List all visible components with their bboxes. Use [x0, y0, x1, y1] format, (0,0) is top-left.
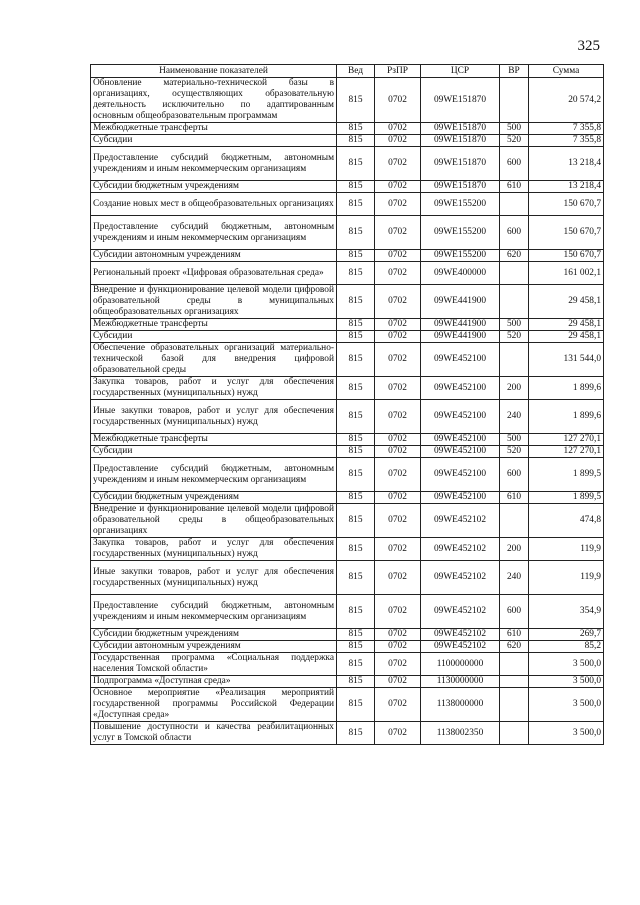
row-ved: 815 — [337, 343, 375, 377]
row-vr: 200 — [500, 377, 529, 400]
row-ved: 815 — [337, 250, 375, 262]
row-name: Иные закупки товаров, работ и услуг для обеспечения государственных (муниципальных) нужд — [91, 561, 337, 595]
row-rzpr: 0702 — [375, 676, 421, 688]
row-ved: 815 — [337, 135, 375, 147]
row-sum: 474,8 — [529, 504, 604, 538]
row-vr: 600 — [500, 458, 529, 492]
row-rzpr: 0702 — [375, 458, 421, 492]
row-ved: 815 — [337, 123, 375, 135]
row-rzpr: 0702 — [375, 343, 421, 377]
row-rzpr: 0702 — [375, 123, 421, 135]
row-name: Подпрограмма «Доступная среда» — [91, 676, 337, 688]
row-sum: 7 355,8 — [529, 123, 604, 135]
row-rzpr: 0702 — [375, 492, 421, 504]
row-sum: 269,7 — [529, 629, 604, 641]
row-sum: 29 458,1 — [529, 319, 604, 331]
table-row — [91, 147, 604, 181]
row-sum: 131 544,0 — [529, 343, 604, 377]
row-ved: 815 — [337, 676, 375, 688]
row-ved: 815 — [337, 193, 375, 216]
row-csr: 09WE452102 — [421, 504, 500, 538]
table-row — [91, 492, 604, 504]
table-row — [91, 688, 604, 722]
row-name: Межбюджетные трансферты — [91, 319, 337, 331]
row-sum: 3 500,0 — [529, 688, 604, 722]
row-sum: 127 270,1 — [529, 446, 604, 458]
row-rzpr: 0702 — [375, 434, 421, 446]
header-csr: ЦСР — [421, 65, 500, 78]
row-csr: 1100000000 — [421, 653, 500, 676]
row-name: Предоставление субсидий бюджетным, автономным учреждениям и иным некоммерческим организациям — [91, 458, 337, 492]
row-sum: 20 574,2 — [529, 78, 604, 123]
row-sum: 150 670,7 — [529, 250, 604, 262]
table-row — [91, 262, 604, 285]
row-sum: 161 002,1 — [529, 262, 604, 285]
row-sum: 85,2 — [529, 641, 604, 653]
row-ved: 815 — [337, 504, 375, 538]
table-row — [91, 653, 604, 676]
row-vr — [500, 722, 529, 745]
row-vr: 610 — [500, 629, 529, 641]
row-vr — [500, 343, 529, 377]
row-vr: 500 — [500, 319, 529, 331]
row-name: Внедрение и функционирование целевой модели цифровой образовательной среды в муниципальных общеобразовательных организациях — [91, 285, 337, 319]
row-csr: 09WE452102 — [421, 538, 500, 561]
header-ved: Вед — [337, 65, 375, 78]
row-vr: 610 — [500, 492, 529, 504]
row-sum: 3 500,0 — [529, 676, 604, 688]
row-sum: 150 670,7 — [529, 216, 604, 250]
row-csr: 09WE452100 — [421, 343, 500, 377]
row-sum: 1 899,5 — [529, 458, 604, 492]
row-csr: 09WE452102 — [421, 629, 500, 641]
row-ved: 815 — [337, 595, 375, 629]
row-sum: 119,9 — [529, 561, 604, 595]
table-row — [91, 343, 604, 377]
row-name: Субсидии автономным учреждениям — [91, 641, 337, 653]
row-csr: 09WE441900 — [421, 331, 500, 343]
table-row — [91, 538, 604, 561]
row-csr: 09WE452100 — [421, 458, 500, 492]
row-vr — [500, 504, 529, 538]
row-vr: 600 — [500, 147, 529, 181]
budget-table — [90, 64, 604, 745]
table-row — [91, 434, 604, 446]
row-csr: 09WE151870 — [421, 147, 500, 181]
table-header-row — [91, 65, 604, 78]
row-name: Основное мероприятие «Реализация мероприятий государственной программы Российской Федерации «Доступная среда» — [91, 688, 337, 722]
row-sum: 13 218,4 — [529, 181, 604, 193]
row-ved: 815 — [337, 538, 375, 561]
row-csr: 09WE452100 — [421, 377, 500, 400]
row-rzpr: 0702 — [375, 262, 421, 285]
table-row — [91, 641, 604, 653]
row-rzpr: 0702 — [375, 538, 421, 561]
row-ved: 815 — [337, 492, 375, 504]
row-csr: 09WE441900 — [421, 285, 500, 319]
row-vr — [500, 262, 529, 285]
table-row — [91, 285, 604, 319]
row-csr: 09WE151870 — [421, 135, 500, 147]
row-rzpr: 0702 — [375, 78, 421, 123]
row-name: Межбюджетные трансферты — [91, 123, 337, 135]
row-csr: 09WE452100 — [421, 434, 500, 446]
row-sum: 7 355,8 — [529, 135, 604, 147]
row-ved: 815 — [337, 285, 375, 319]
row-csr: 09WE452100 — [421, 446, 500, 458]
row-rzpr: 0702 — [375, 504, 421, 538]
row-sum: 3 500,0 — [529, 653, 604, 676]
row-rzpr: 0702 — [375, 722, 421, 745]
table-row — [91, 629, 604, 641]
row-rzpr: 0702 — [375, 561, 421, 595]
row-csr: 09WE452102 — [421, 641, 500, 653]
row-vr — [500, 653, 529, 676]
table-row — [91, 181, 604, 193]
row-csr: 09WE452102 — [421, 595, 500, 629]
row-name: Предоставление субсидий бюджетным, автономным учреждениям и иным некоммерческим организациям — [91, 147, 337, 181]
row-vr: 240 — [500, 561, 529, 595]
row-csr: 09WE400000 — [421, 262, 500, 285]
row-sum: 127 270,1 — [529, 434, 604, 446]
row-csr: 09WE452100 — [421, 492, 500, 504]
row-ved: 815 — [337, 262, 375, 285]
row-sum: 150 670,7 — [529, 193, 604, 216]
row-vr — [500, 193, 529, 216]
row-csr: 1130000000 — [421, 676, 500, 688]
row-ved: 815 — [337, 641, 375, 653]
row-ved: 815 — [337, 688, 375, 722]
row-rzpr: 0702 — [375, 250, 421, 262]
header-vr: ВР — [500, 65, 529, 78]
row-csr: 09WE155200 — [421, 193, 500, 216]
row-ved: 815 — [337, 446, 375, 458]
row-ved: 815 — [337, 377, 375, 400]
row-vr: 200 — [500, 538, 529, 561]
row-ved: 815 — [337, 722, 375, 745]
row-name: Иные закупки товаров, работ и услуг для обеспечения государственных (муниципальных) нужд — [91, 400, 337, 434]
row-rzpr: 0702 — [375, 641, 421, 653]
row-sum: 1 899,5 — [529, 492, 604, 504]
row-rzpr: 0702 — [375, 181, 421, 193]
row-rzpr: 0702 — [375, 377, 421, 400]
row-rzpr: 0702 — [375, 400, 421, 434]
row-name: Государственная программа «Социальная поддержка населения Томской области» — [91, 653, 337, 676]
row-ved: 815 — [337, 181, 375, 193]
row-rzpr: 0702 — [375, 216, 421, 250]
row-ved: 815 — [337, 216, 375, 250]
row-name: Субсидии — [91, 446, 337, 458]
table-row — [91, 250, 604, 262]
row-ved: 815 — [337, 400, 375, 434]
row-rzpr: 0702 — [375, 595, 421, 629]
row-csr: 09WE155200 — [421, 250, 500, 262]
row-vr: 620 — [500, 641, 529, 653]
row-name: Субсидии — [91, 135, 337, 147]
row-vr — [500, 676, 529, 688]
table-row — [91, 504, 604, 538]
row-name: Закупка товаров, работ и услуг для обеспечения государственных (муниципальных) нужд — [91, 538, 337, 561]
row-vr: 610 — [500, 181, 529, 193]
row-csr: 09WE151870 — [421, 181, 500, 193]
row-ved: 815 — [337, 629, 375, 641]
row-rzpr: 0702 — [375, 193, 421, 216]
header-name: Наименование показателей — [91, 65, 337, 78]
row-rzpr: 0702 — [375, 688, 421, 722]
row-vr: 600 — [500, 595, 529, 629]
row-rzpr: 0702 — [375, 319, 421, 331]
row-ved: 815 — [337, 319, 375, 331]
row-name: Межбюджетные трансферты — [91, 434, 337, 446]
row-rzpr: 0702 — [375, 285, 421, 319]
row-csr: 09WE151870 — [421, 123, 500, 135]
row-rzpr: 0702 — [375, 653, 421, 676]
row-sum: 354,9 — [529, 595, 604, 629]
row-name: Закупка товаров, работ и услуг для обеспечения государственных (муниципальных) нужд — [91, 377, 337, 400]
table-row — [91, 722, 604, 745]
row-vr — [500, 285, 529, 319]
row-ved: 815 — [337, 147, 375, 181]
row-name: Предоставление субсидий бюджетным, автономным учреждениям и иным некоммерческим организациям — [91, 595, 337, 629]
table-row — [91, 458, 604, 492]
row-vr: 520 — [500, 135, 529, 147]
table-row — [91, 319, 604, 331]
row-rzpr: 0702 — [375, 331, 421, 343]
table-body — [91, 78, 604, 745]
row-name: Повышение доступности и качества реабилитационных услуг в Томской области — [91, 722, 337, 745]
row-sum: 29 458,1 — [529, 331, 604, 343]
table-row — [91, 135, 604, 147]
page-number: 325 — [577, 38, 600, 54]
row-vr: 500 — [500, 123, 529, 135]
row-ved: 815 — [337, 331, 375, 343]
row-rzpr: 0702 — [375, 147, 421, 181]
table-row — [91, 216, 604, 250]
row-vr: 600 — [500, 216, 529, 250]
row-ved: 815 — [337, 78, 375, 123]
row-name: Региональный проект «Цифровая образовательная среда» — [91, 262, 337, 285]
row-vr — [500, 78, 529, 123]
row-csr: 09WE441900 — [421, 319, 500, 331]
row-rzpr: 0702 — [375, 135, 421, 147]
table-row — [91, 377, 604, 400]
row-sum: 1 899,6 — [529, 377, 604, 400]
row-csr: 1138002350 — [421, 722, 500, 745]
row-sum: 119,9 — [529, 538, 604, 561]
row-csr: 09WE155200 — [421, 216, 500, 250]
header-rzpr: РзПР — [375, 65, 421, 78]
row-vr: 240 — [500, 400, 529, 434]
row-csr: 09WE452102 — [421, 561, 500, 595]
row-ved: 815 — [337, 653, 375, 676]
row-sum: 3 500,0 — [529, 722, 604, 745]
row-sum: 29 458,1 — [529, 285, 604, 319]
table-row — [91, 193, 604, 216]
row-name: Обновление материально-технической базы в организациях, осуществляющих образовательную деятельность исключительно по адаптированным основным общеобразовательным программам — [91, 78, 337, 123]
table-row — [91, 446, 604, 458]
row-name: Обеспечение образовательных организаций материально-технической базой для внедрения цифровой образовательной среды — [91, 343, 337, 377]
row-name: Создание новых мест в общеобразовательных организациях — [91, 193, 337, 216]
row-name: Субсидии бюджетным учреждениям — [91, 629, 337, 641]
table-row — [91, 400, 604, 434]
row-sum: 1 899,6 — [529, 400, 604, 434]
table-row — [91, 78, 604, 123]
row-vr: 520 — [500, 446, 529, 458]
table-row — [91, 595, 604, 629]
table-row — [91, 123, 604, 135]
row-csr: 1138000000 — [421, 688, 500, 722]
row-name: Внедрение и функционирование целевой модели цифровой образовательной среды в общеобразовательных организациях — [91, 504, 337, 538]
header-sum: Сумма — [529, 65, 604, 78]
table-row — [91, 331, 604, 343]
table-row — [91, 561, 604, 595]
row-name: Субсидии — [91, 331, 337, 343]
table-row — [91, 676, 604, 688]
row-sum: 13 218,4 — [529, 147, 604, 181]
row-name: Субсидии бюджетным учреждениям — [91, 181, 337, 193]
row-rzpr: 0702 — [375, 446, 421, 458]
row-rzpr: 0702 — [375, 629, 421, 641]
row-ved: 815 — [337, 434, 375, 446]
row-name: Предоставление субсидий бюджетным, автономным учреждениям и иным некоммерческим организациям — [91, 216, 337, 250]
row-vr: 620 — [500, 250, 529, 262]
row-vr — [500, 688, 529, 722]
row-name: Субсидии автономным учреждениям — [91, 250, 337, 262]
row-ved: 815 — [337, 561, 375, 595]
row-csr: 09WE151870 — [421, 78, 500, 123]
row-vr: 500 — [500, 434, 529, 446]
row-csr: 09WE452100 — [421, 400, 500, 434]
row-name: Субсидии бюджетным учреждениям — [91, 492, 337, 504]
row-ved: 815 — [337, 458, 375, 492]
row-vr: 520 — [500, 331, 529, 343]
